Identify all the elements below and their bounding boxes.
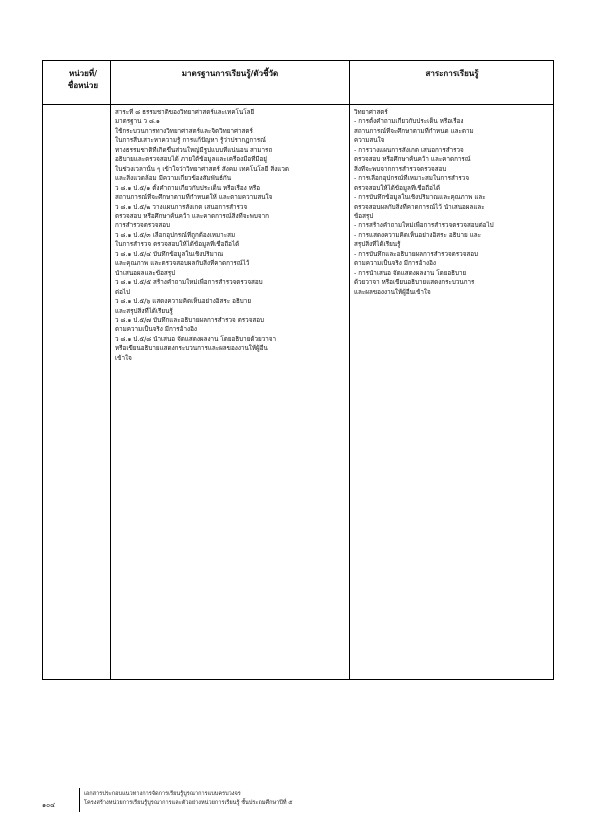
header-unit-line1: หน่วยที่/ — [68, 69, 98, 78]
content-line: - การบันทึกและอธิบายผลการสำรวจตรวจสอบ — [354, 250, 479, 258]
standards-line: สาระที่ ๘ ธรรมชาติของวิทยาศาสตร์และเทคโนโลยี — [115, 109, 255, 116]
header-content: สาระการเรียนรู้ — [425, 69, 479, 78]
content-line: ข้อสรุป — [354, 212, 374, 220]
content-line: - การนำเสนอ จัดแสดงผลงาน โดยอธิบาย — [354, 269, 467, 277]
content-line: และผลของงานให้ผู้อื่นเข้าใจ — [354, 288, 431, 296]
content-line: วิทยาศาสตร์ — [354, 109, 388, 116]
content-line: - การแสดงความคิดเห็นอย่างอิสระ อธิบาย และ — [354, 231, 482, 239]
page-number: ๑๐๔ — [42, 801, 56, 809]
standards-line: ตามความเป็นจริง มีการอ้างอิง — [115, 326, 197, 334]
content-line: สรุปสิ่งที่ได้เรียนรู้ — [354, 241, 401, 249]
footer-line-1: เอกสารประกอบแนวทางการจัดการเรียนรู้บูรณาการแบบครบวงจร — [84, 791, 241, 797]
content-line: - การตั้งคำถามเกี่ยวกับประเด็น หรือเรื่อง — [354, 118, 464, 126]
standards-line: ว ๘.๑ ป.๕/๖ แสดงความคิดเห็นอย่างอิสระ อธิบาย — [115, 298, 252, 306]
column-divider — [349, 61, 350, 679]
standards-line: สถานการณ์ที่จะศึกษาตามที่กำหนดให้ และตามความสนใจ — [115, 194, 273, 202]
content-line: - การวางแผนการสังเกต เสนอการสำรวจ — [354, 146, 464, 154]
standards-line: ในช่วงเวลานั้น ๆ เข้าใจว่าวิทยาศาสตร์ สังคม เทคโนโลยี สิ่งแวด — [115, 165, 289, 173]
standards-line: ว ๘.๑ ป.๕/๓ เลือกอุปกรณ์ที่ถูกต้องเหมาะสม — [115, 231, 236, 239]
standards-line: เข้าใจ — [115, 354, 132, 362]
standards-line: ว ๘.๑ ป.๕/๕ สร้างคำถามใหม่เพื่อการสำรวจตรวจสอบ — [115, 279, 263, 287]
content-line: - การเลือกอุปกรณ์ที่เหมาะสมในการสำรวจ — [354, 175, 470, 183]
standards-line: หรือเขียนอธิบายแสดงกระบวนการและผลของงานให้ผู้อื่น — [115, 345, 268, 353]
content-line: สิ่งที่จะพบจากการสำรวจตรวจสอบ — [354, 165, 447, 173]
column-divider — [110, 61, 111, 679]
standards-line: ใช้กระบวนการทางวิทยาศาสตร์และจิตวิทยาศาสตร์ — [115, 127, 253, 135]
standards-line: ทางธรรมชาติที่เกิดขึ้นส่วนใหญ่มีรูปแบบที่แน่นอน สามารถ — [115, 146, 273, 154]
footer-divider — [79, 788, 80, 812]
standards-line: ว ๘.๑ ป.๕/๗ บันทึกและอธิบายผลการสำรวจ ตรวจสอบ — [115, 316, 265, 324]
header-unit — [57, 68, 109, 92]
standards-line: ตรวจสอบ หรือศึกษาค้นคว้า และคาดการณ์สิ่งที่จะพบจาก — [115, 212, 269, 220]
content-line: - การสร้างคำถามใหม่เพื่อการสำรวจตรวจสอบต่อไป — [354, 222, 494, 230]
standards-line: ว ๘.๑ ป.๕/๘ นำเสนอ จัดแสดงผลงาน โดยอธิบายด้วยวาจา — [115, 335, 276, 343]
standards-line: ในการสืบเสาะหาความรู้ การแก้ปัญหา รู้ว่าปรากฏการณ์ — [115, 137, 267, 145]
standards-line: ในการสำรวจ ตรวจสอบให้ได้ข้อมูลที่เชื่อถือได้ — [115, 241, 240, 249]
content-line: ด้วยวาจา หรือเขียนอธิบายแสดงกระบวนการ — [354, 279, 475, 287]
content-line: สถานการณ์ที่จะศึกษาตามที่กำหนด และตาม — [354, 127, 474, 135]
standards-line: และสิ่งแวดล้อม มีความเกี่ยวข้องสัมพันธ์กัน — [115, 175, 232, 183]
standards-line: และสรุปสิ่งที่ได้เรียนรู้ — [115, 307, 173, 315]
standards-line: และคุณภาพ และตรวจสอบผลกับสิ่งที่คาดการณ์ไว้ — [115, 260, 250, 268]
content-column — [354, 108, 552, 297]
standards-line: อธิบายและตรวจสอบได้ ภายใต้ข้อมูลและเครื่องมือที่มีอยู่ — [115, 156, 267, 164]
header-divider — [43, 104, 553, 105]
header-unit-line2: ชื่อหน่วย — [67, 81, 99, 90]
header-standards: มาตรฐานการเรียนรู้/ตัวชี้วัด — [181, 69, 279, 78]
standards-line: ว ๘.๑ ป.๕/๔ บันทึกข้อมูลในเชิงปริมาณ — [115, 250, 224, 258]
standards-line: การสำรวจตรวจสอบ — [115, 222, 171, 230]
standards-line: มาตรฐาน ว ๘.๑ — [115, 118, 160, 126]
content-line: ตามความเป็นจริง มีการอ้างอิง — [354, 260, 436, 268]
standards-line: ต่อไป — [115, 288, 131, 296]
standards-line: ว ๘.๑ ป.๕/๒ วางแผนการสังเกต เสนอการสำรวจ — [115, 203, 248, 211]
standards-line: ว ๘.๑ ป.๕/๑ ตั้งคำถามเกี่ยวกับประเด็น หรือเรื่อง หรือ — [115, 184, 261, 192]
footer-text — [84, 790, 293, 808]
standards-line: นำเสนอผลและข้อสรุป — [115, 269, 176, 277]
content-line: - การบันทึกข้อมูลในเชิงปริมาณและคุณภาพ และ — [354, 194, 486, 202]
curriculum-table — [42, 60, 554, 680]
content-line: ตรวจสอบผลกับสิ่งที่คาดการณ์ไว้ นำเสนอผลและ — [354, 203, 485, 211]
standards-column — [115, 108, 347, 363]
footer-line-2: โครงสร้างหน่วยการเรียนรู้บูรณาการและตัวอย่างหน่วยการเรียนรู้ ชั้นประถมศึกษาปีที่ ๕ — [84, 800, 293, 806]
content-line: ความสนใจ — [354, 137, 385, 145]
content-line: ตรวจสอบให้ได้ข้อมูลที่เชื่อถือได้ — [354, 184, 441, 192]
content-line: ตรวจสอบ หรือศึกษาค้นคว้า และคาดการณ์ — [354, 156, 471, 164]
